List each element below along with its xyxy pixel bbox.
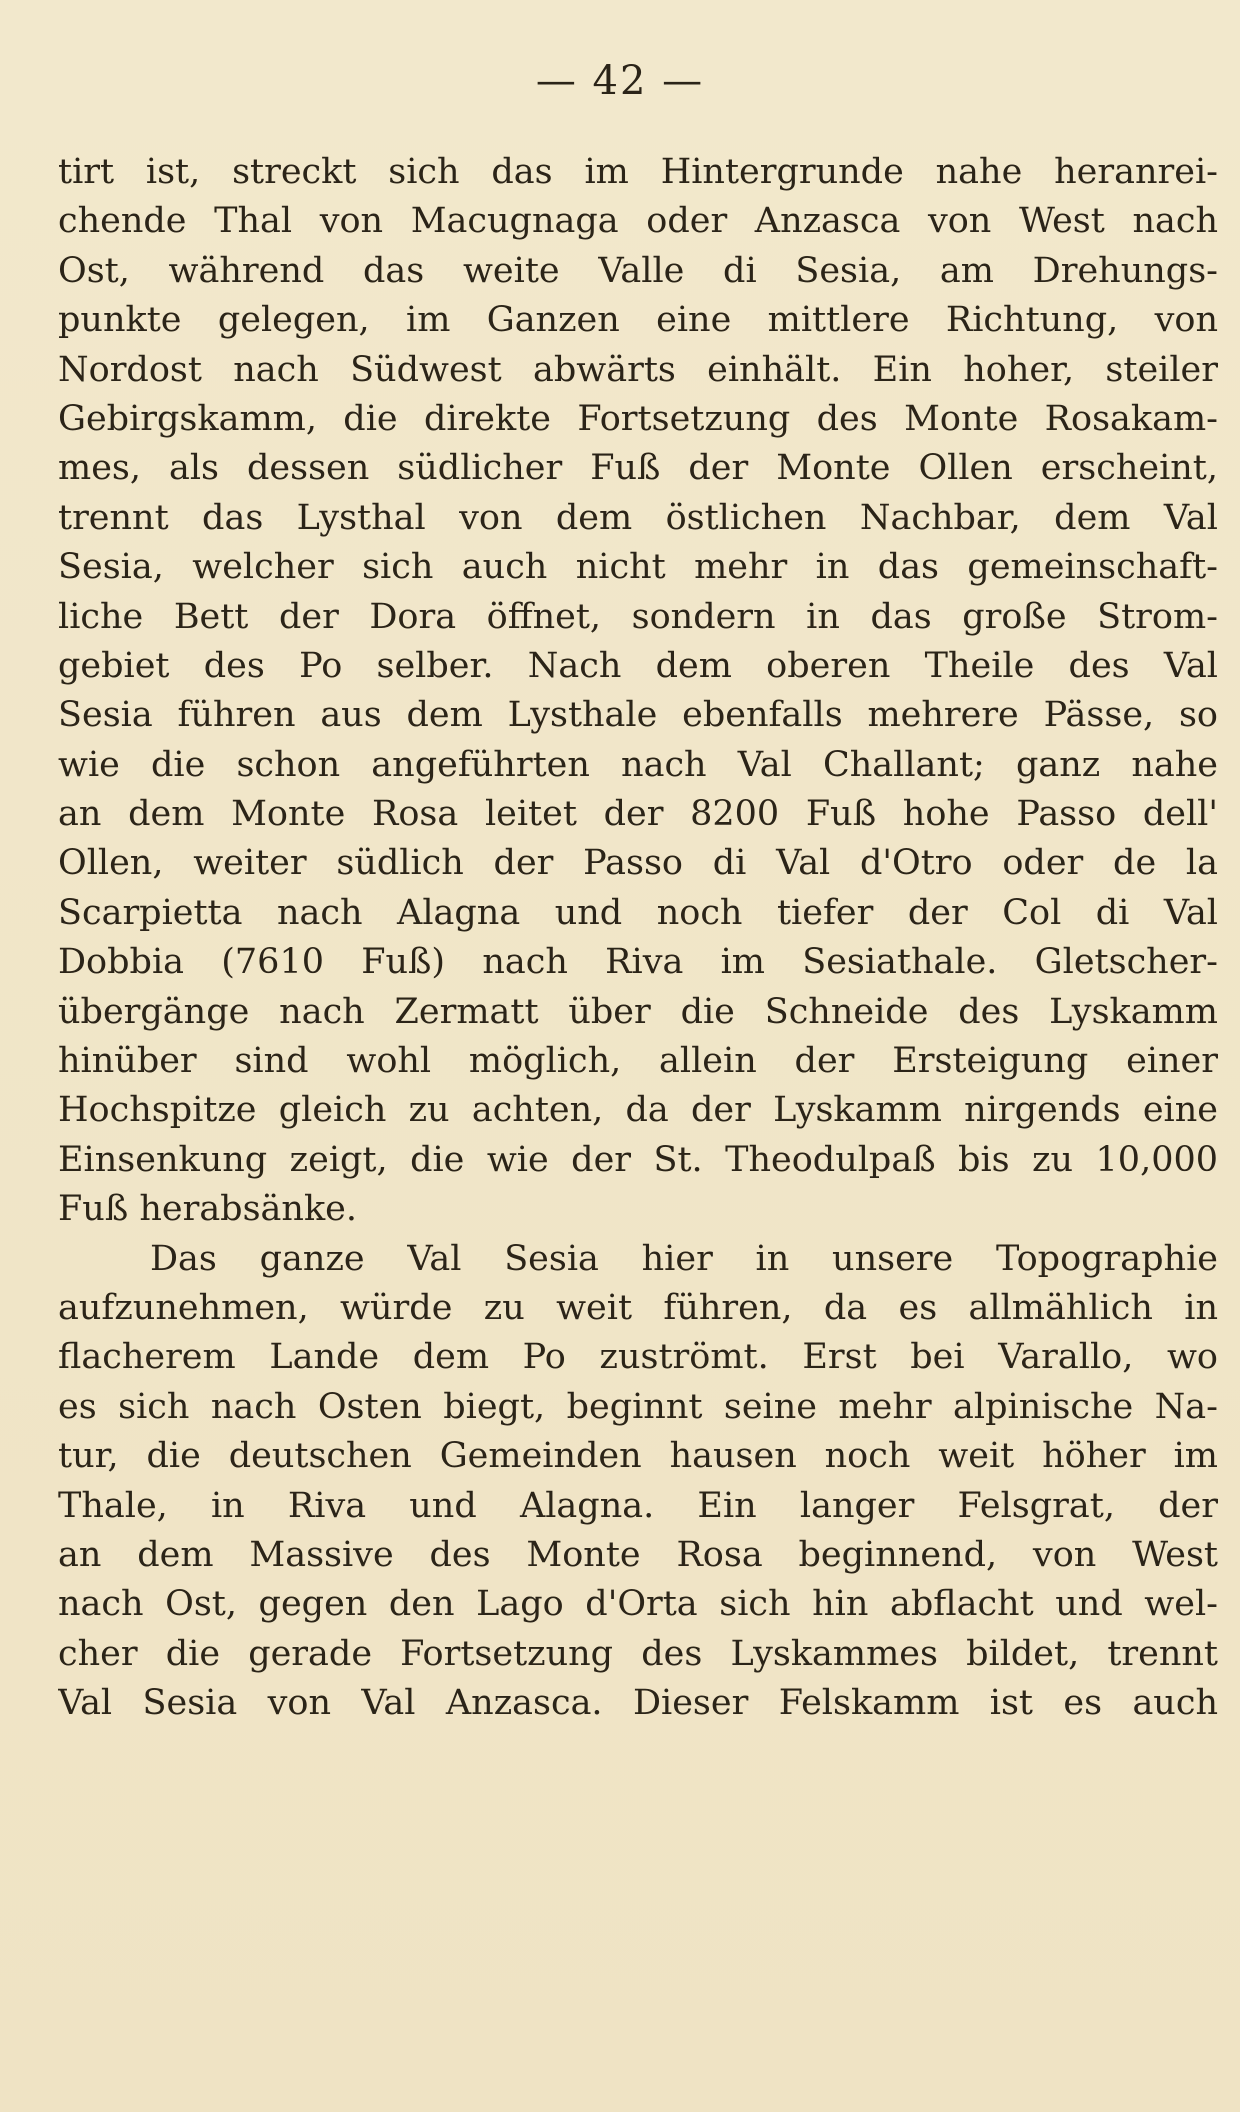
text-line: flacherem Lande dem Po zuströmt. Erst bei Varallo, wo [58,1337,1218,1378]
text-line: es sich nach Osten biegt, beginnt seine mehr alpinische Na- [58,1386,1218,1427]
text-line: übergänge nach Zermatt über die Schneide des Lyskamm [58,991,1218,1032]
text-line: tirt ist, streckt sich das im Hintergrunde nahe heranrei- [58,152,1218,192]
text-line: liche Bett der Dora öffnet, sondern in das große Strom- [58,596,1218,637]
text-line: cher die gerade Fortsetzung des Lyskammes bildet, trennt [58,1633,1218,1674]
text-line: punkte gelegen, im Ganzen eine mittlere Richtung, von [58,300,1218,341]
text-line: Val Sesia von Val Anzasca. Dieser Felskamm ist es auch [58,1683,1218,1724]
text-line: an dem Massive des Monte Rosa beginnend, von West [58,1534,1218,1575]
text-line: trennt das Lysthal von dem östlichen Nachbar, dem Val [58,497,1218,538]
text-line: Einsenkung zeigt, die wie der St. Theodulpaß bis zu 10,000 [58,1139,1218,1180]
text-line: Das ganze Val Sesia hier in unsere Topographie [150,1238,1218,1279]
text-line: nach Ost, gegen den Lago d'Orta sich hin abflacht und wel- [58,1584,1218,1625]
text-line: Ollen, weiter südlich der Passo di Val d'Otro oder de la [58,843,1218,884]
text-line: mes, als dessen südlicher Fuß der Monte Ollen erscheint, [58,448,1218,489]
text-line: Sesia führen aus dem Lysthale ebenfalls mehrere Pässe, so [58,695,1218,736]
text-line: Fuß herabsänke. [58,1189,358,1230]
text-line: tur, die deutschen Gemeinden hausen noch weit höher im [58,1436,1218,1477]
text-line: Sesia, welcher sich auch nicht mehr in das gemeinschaft- [58,547,1218,588]
text-line: Scarpietta nach Alagna und noch tiefer der Col di Val [58,892,1218,933]
text-line: Dobbia (7610 Fuß) nach Riva im Sesiathale. Gletscher- [58,942,1218,983]
text-line: Ost, während das weite Valle di Sesia, am Drehungs- [58,250,1218,291]
text-line: an dem Monte Rosa leitet der 8200 Fuß hohe Passo dell' [58,794,1218,835]
text-line: chende Thal von Macugnaga oder Anzasca von West nach [58,201,1218,242]
text-line: hinüber sind wohl möglich, allein der Ersteigung einer [58,1041,1218,1082]
text-line: Hochspitze gleich zu achten, da der Lyskamm nirgends eine [58,1090,1218,1131]
body-text [58,148,1218,1729]
page-number: — 42 — [535,58,705,104]
text-line: Gebirgskamm, die direkte Fortsetzung des Monte Rosakam- [58,398,1218,439]
text-line: Thale, in Riva und Alagna. Ein langer Felsgrat, der [58,1485,1218,1526]
text-line: aufzunehmen, würde zu weit führen, da es allmählich in [58,1287,1218,1328]
text-line: Nordost nach Südwest abwärts einhält. Ein hoher, steiler [58,349,1218,390]
text-line: gebiet des Po selber. Nach dem oberen Theile des Val [58,645,1218,686]
text-line: wie die schon angeführten nach Val Challant; ganz nahe [58,744,1218,785]
